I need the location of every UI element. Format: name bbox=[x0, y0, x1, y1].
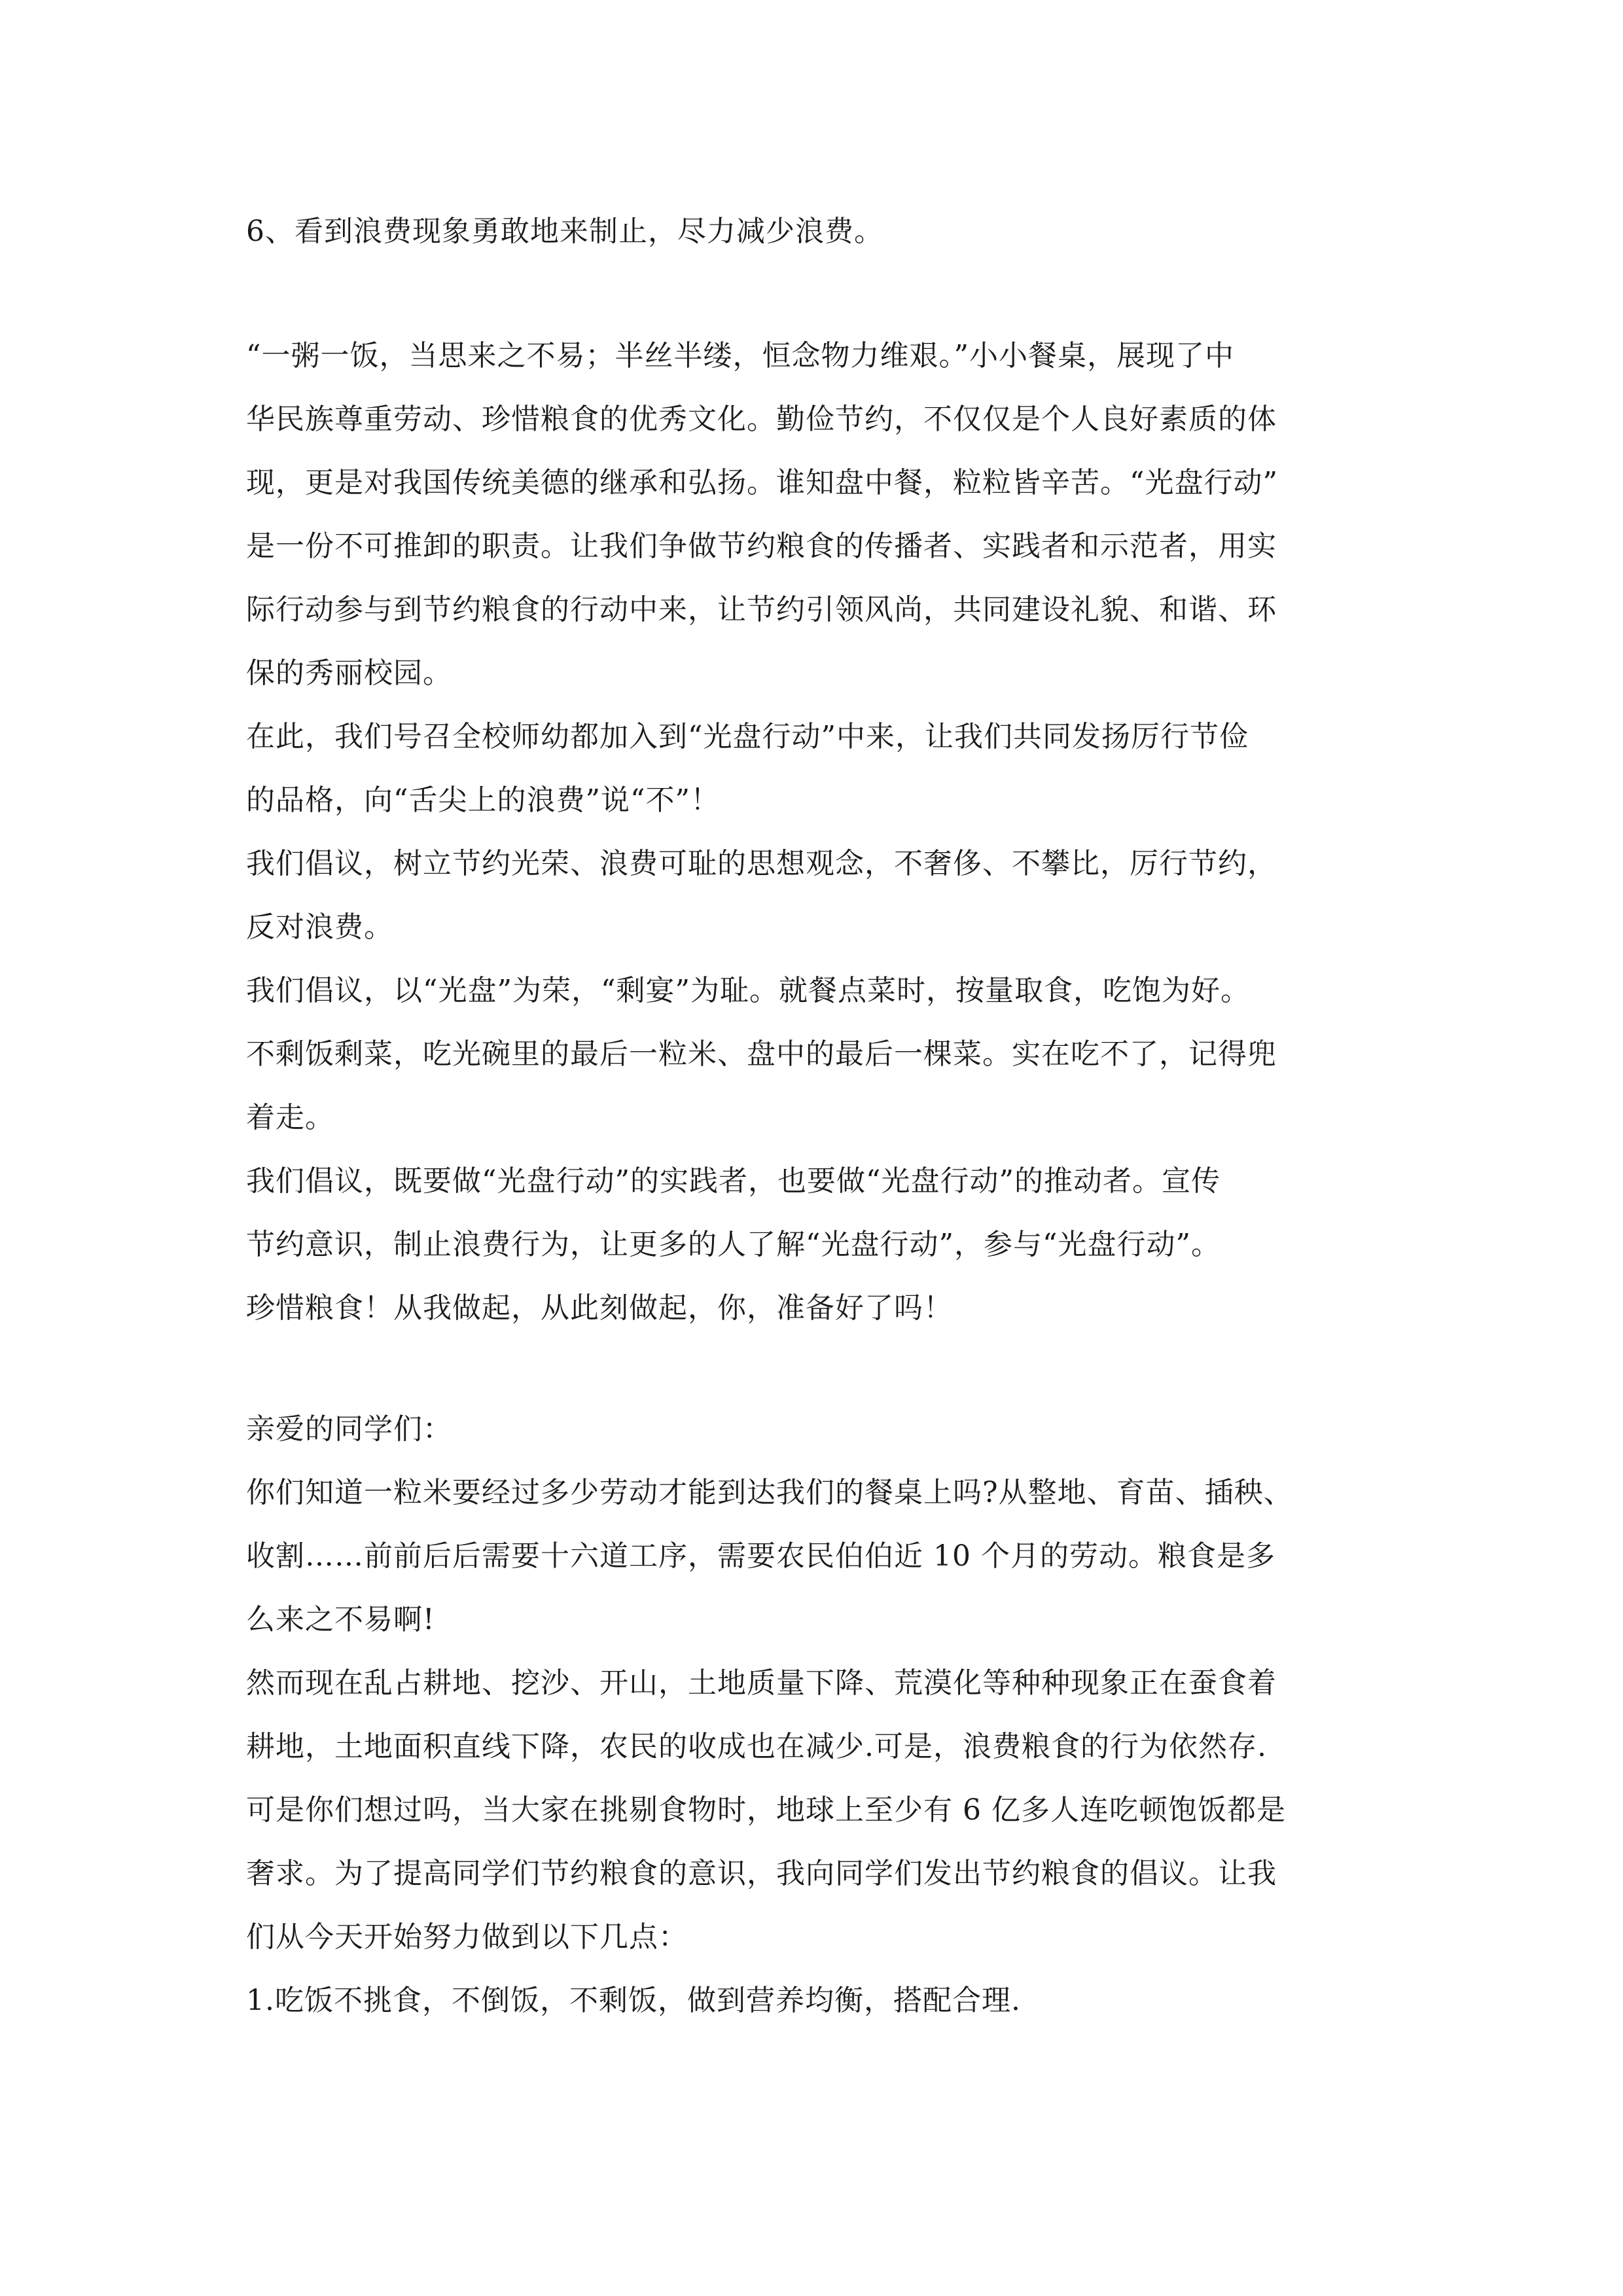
text-line: 际行动参与到节约粮食的行动中来，让节约引领风尚，共同建设礼貌、和谐、环 bbox=[246, 593, 1277, 626]
text-line: 6、看到浪费现象勇敢地来制止，尽力减少浪费。 bbox=[246, 215, 883, 248]
text-line: 可是你们想过吗，当大家在挑剔食物时，地球上至少有 6 亿多人连吃顿饱饭都是 bbox=[246, 1793, 1286, 1827]
text-line: 耕地，土地面积直线下降，农民的收成也在减少.可是，浪费粮食的行为依然存. bbox=[246, 1730, 1267, 1763]
text-line: 然而现在乱占耕地、挖沙、开山，土地质量下降、荒漠化等种种现象正在蚕食着 bbox=[246, 1666, 1277, 1700]
text-line: 是一份不可推卸的职责。让我们争做节约粮食的传播者、实践者和示范者，用实 bbox=[246, 529, 1277, 563]
text-line: 现，更是对我国传统美德的继承和弘扬。谁知盘中餐，粒粒皆辛苦。“光盘行动” bbox=[246, 466, 1278, 499]
text-line: 珍惜粮食！从我做起，从此刻做起，你，准备好了吗！ bbox=[246, 1291, 953, 1325]
text-line: 我们倡议，既要做“光盘行动”的实践者，也要做“光盘行动”的推动者。宣传 bbox=[246, 1164, 1221, 1198]
text-line: “一粥一饭，当思来之不易；半丝半缕，恒念物力维艰。”小小餐桌，展现了中 bbox=[246, 339, 1234, 372]
text-line: 我们倡议，树立节约光荣、浪费可耻的思想观念，不奢侈、不攀比，厉行节约， bbox=[246, 847, 1277, 880]
text-line: 节约意识，制止浪费行为，让更多的人了解“光盘行动”，参与“光盘行动”。 bbox=[246, 1228, 1221, 1261]
text-line: 着走。 bbox=[246, 1101, 334, 1134]
text-line: 们从今天开始努力做到以下几点： bbox=[246, 1920, 688, 1954]
text-line: 的品格，向“舌尖上的浪费”说“不”！ bbox=[246, 783, 720, 817]
text-line: 亲爱的同学们： bbox=[246, 1412, 452, 1446]
section-middle bbox=[246, 324, 1385, 1340]
text-line: 华民族尊重劳动、珍惜粮食的优秀文化。勤俭节约，不仅仅是个人良好素质的体 bbox=[246, 403, 1277, 436]
text-line: 奢求。为了提高同学们节约粮食的意识，我向同学们发出节约粮食的倡议。让我 bbox=[246, 1857, 1277, 1890]
text-line: 我们倡议，以“光盘”为荣，“剩宴”为耻。就餐点菜时，按量取食，吃饱为好。 bbox=[246, 974, 1250, 1007]
text-line: 不剩饭剩菜，吃光碗里的最后一粒米、盘中的最后一棵菜。实在吃不了，记得兜 bbox=[246, 1037, 1277, 1071]
text-line: 么来之不易啊! bbox=[246, 1603, 435, 1636]
text-line: 1.吃饭不挑食，不倒饭，不剩饭，做到营养均衡，搭配合理. bbox=[246, 1984, 1021, 2017]
text-line: 保的秀丽校园。 bbox=[246, 656, 452, 690]
section-top bbox=[246, 200, 1385, 263]
section-bottom bbox=[246, 1397, 1385, 2032]
text-line: 反对浪费。 bbox=[246, 910, 393, 944]
text-line: 你们知道一粒米要经过多少劳动才能到达我们的餐桌上吗?从整地、育苗、插秧、 bbox=[246, 1476, 1293, 1509]
text-line: 在此，我们号召全校师幼都加入到“光盘行动”中来，让我们共同发扬厉行节俭 bbox=[246, 720, 1249, 753]
text-line: 收割……前前后后需要十六道工序，需要农民伯伯近 10 个月的劳动。粮食是多 bbox=[246, 1539, 1275, 1573]
